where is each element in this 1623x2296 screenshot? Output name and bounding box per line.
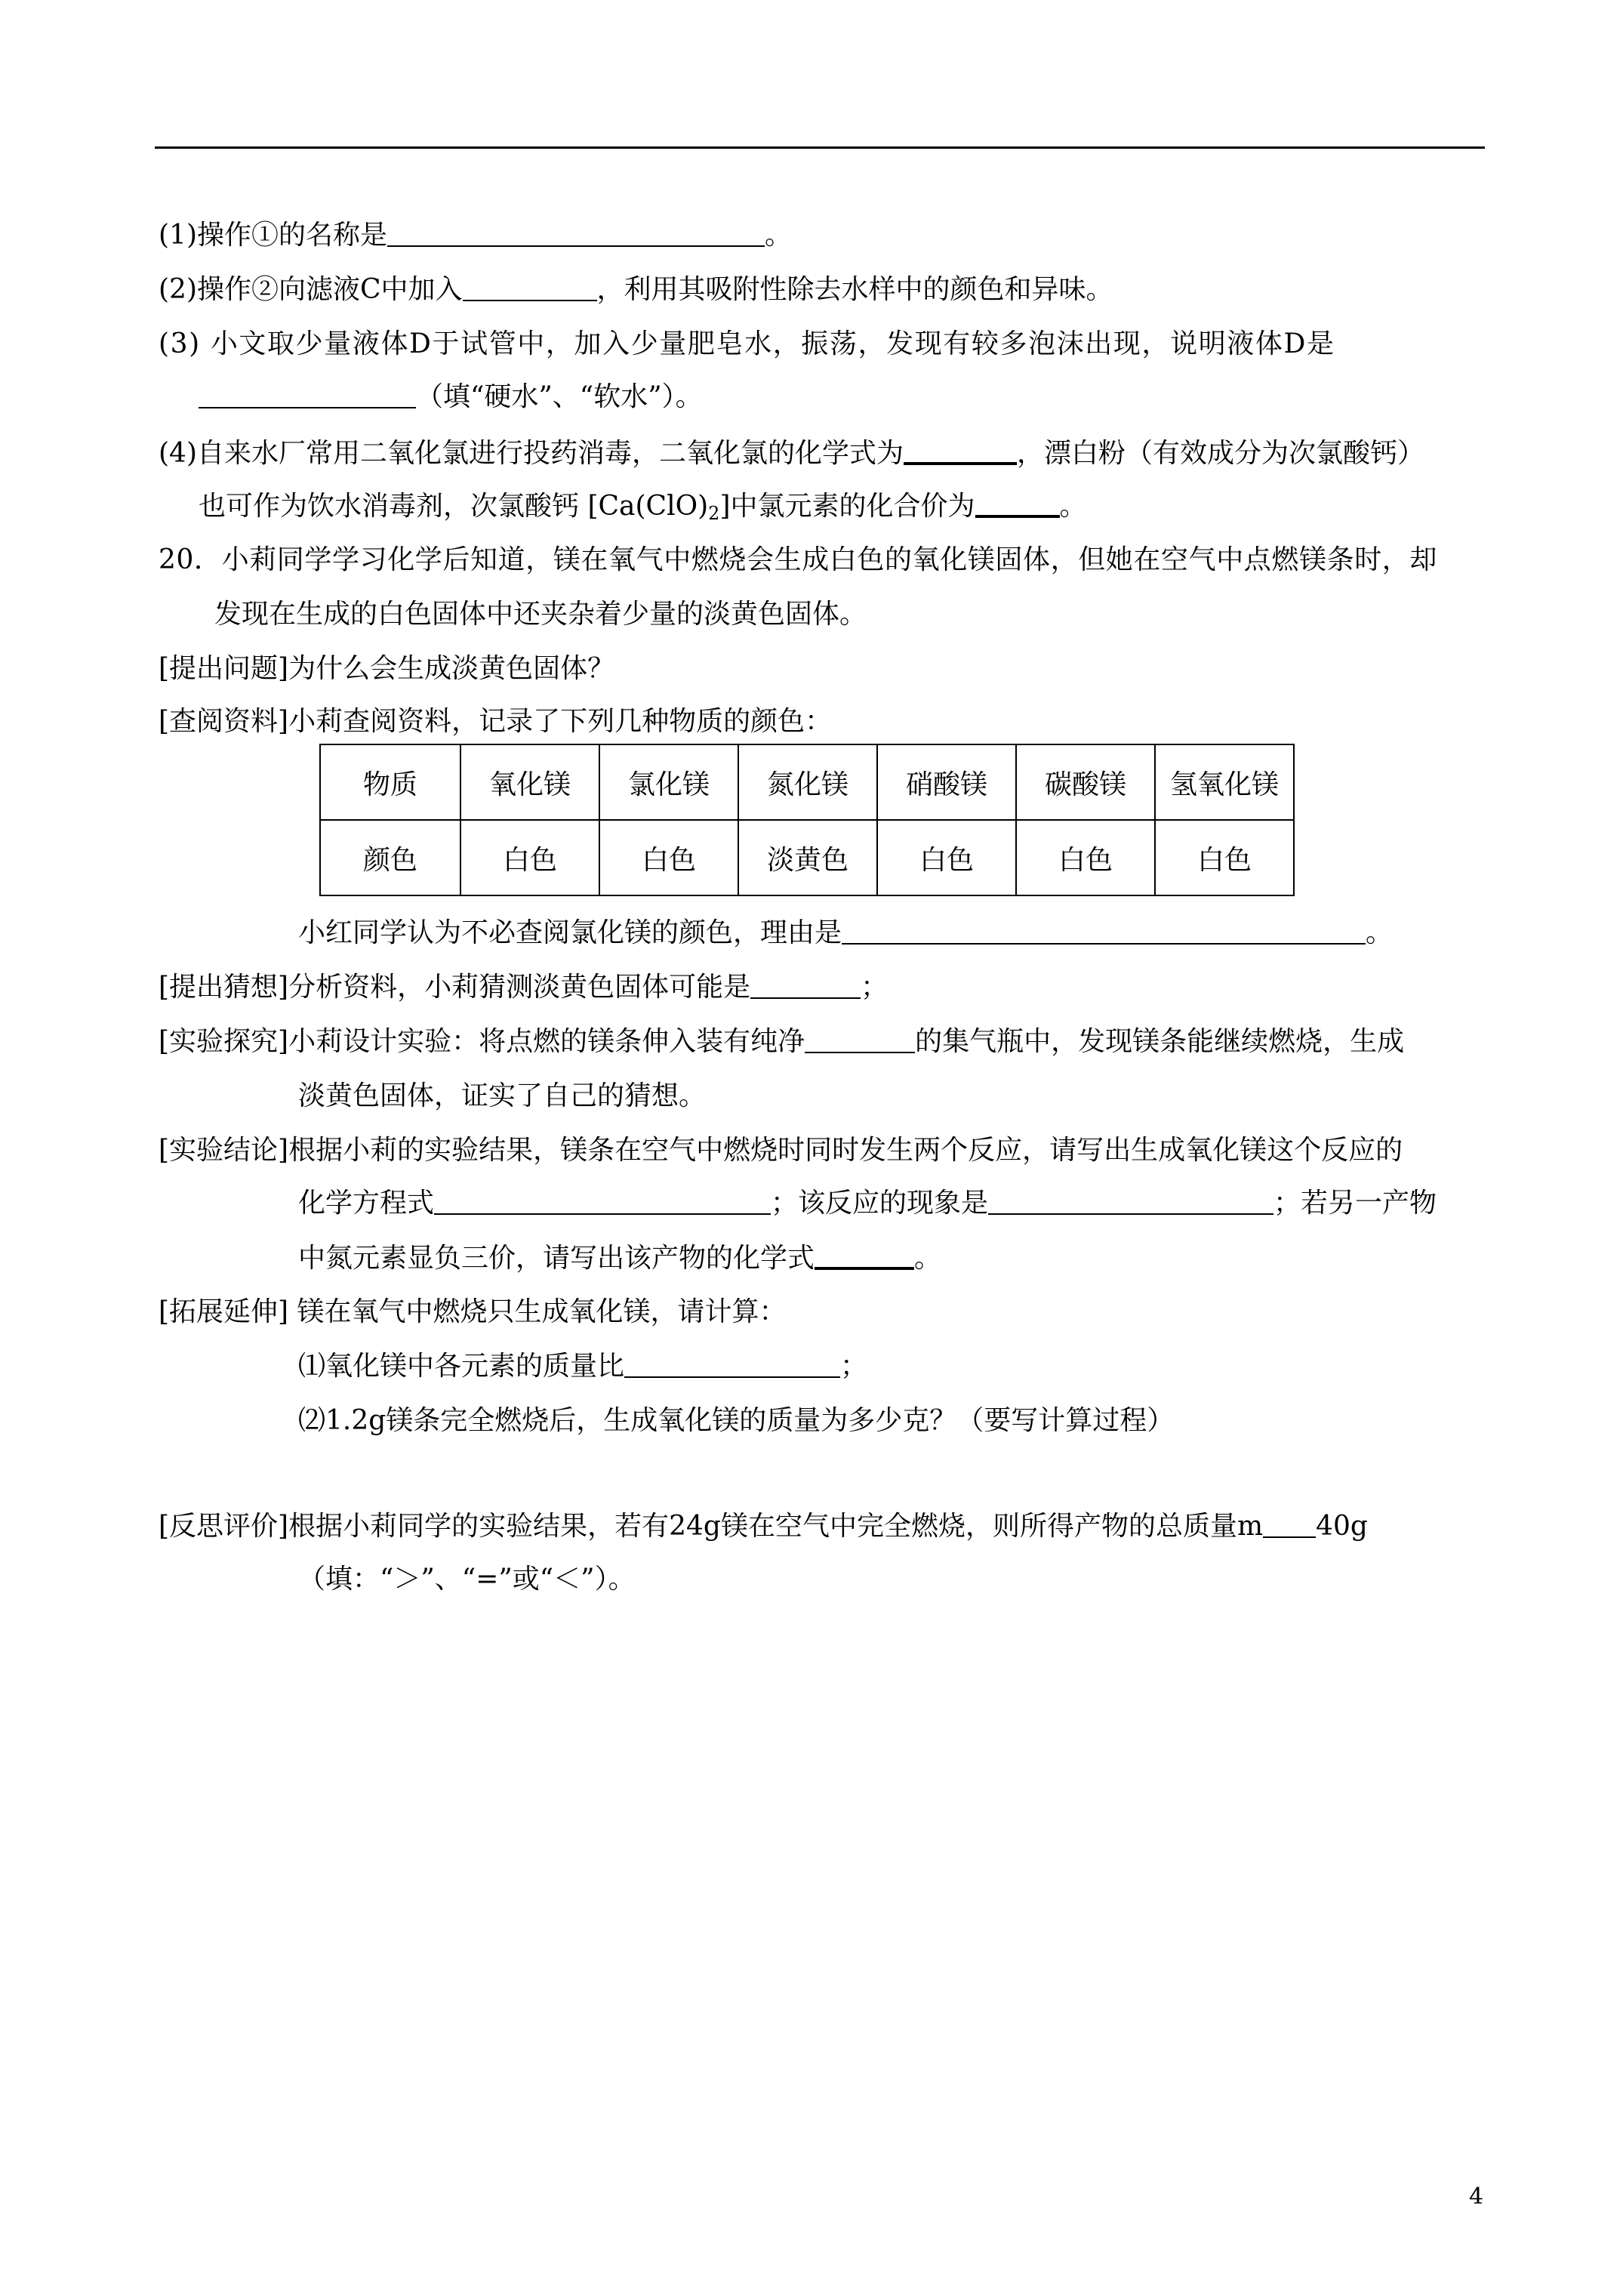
guess-end: ； bbox=[861, 972, 888, 1003]
q20-experiment-line1 bbox=[159, 1024, 1404, 1060]
q20-intro-text1: 20．小莉同学学习化学后知道，镁在氧气中燃烧会生成白色的氧化镁固体，但她在空气中点燃镁条时，却 bbox=[159, 544, 1438, 575]
table-cell: 氯化镁 bbox=[599, 744, 738, 820]
q20-conclusion-line3 bbox=[298, 1240, 941, 1277]
extension-tag: [拓展延伸] bbox=[159, 1296, 289, 1327]
table-cell: 白色 bbox=[460, 820, 599, 895]
page-number: 4 bbox=[1469, 2184, 1484, 2210]
guess-text: 分析资料，小莉猜测淡黄色固体可能是 bbox=[288, 972, 751, 1003]
q19-part4-line1 bbox=[159, 435, 1424, 472]
q20-research bbox=[159, 704, 832, 740]
conclusion-tag: [实验结论] bbox=[159, 1135, 289, 1166]
conclusion-text2: 化学方程式 bbox=[298, 1188, 435, 1219]
reason-text: 小红同学认为不必查阅氯化镁的颜色，理由是 bbox=[298, 917, 842, 948]
q19-part4-text: (4)自来水厂常用二氧化氯进行投药消毒，二氧化氯的化学式为 bbox=[159, 438, 904, 469]
table-cell: 白色 bbox=[1016, 820, 1155, 895]
mass-ratio-blank[interactable] bbox=[624, 1349, 840, 1378]
q19-part4-text3: 也可作为饮水消毒剂，次氯酸钙 [Ca(ClO) bbox=[199, 491, 709, 522]
question-tag: [提出问题] bbox=[159, 653, 289, 684]
q20-conclusion-line1 bbox=[159, 1133, 1403, 1169]
q19-part3-blank[interactable] bbox=[199, 380, 416, 408]
q19-part1-end: 。 bbox=[765, 220, 793, 251]
conclusion-text5: 中氮元素显负三价，请写出该产物的化学式 bbox=[298, 1243, 815, 1274]
q19-part3-end: （填“硬水”、“软水”）。 bbox=[416, 381, 703, 412]
table-cell: 氧化镁 bbox=[460, 744, 599, 820]
q19-part4-text2: ，漂白粉（有效成分为次氯酸钙） bbox=[1017, 438, 1425, 469]
conclusion-text: 根据小莉的实验结果，镁条在空气中燃烧时同时发生两个反应，请写出生成氧化镁这个反应的 bbox=[288, 1135, 1403, 1166]
research-text: 小莉查阅资料，记录了下列几种物质的颜色： bbox=[288, 706, 833, 737]
extension-2-text: ⑵1.2g镁条完全燃烧后，生成氧化镁的质量为多少克？（要写计算过程） bbox=[298, 1405, 1175, 1436]
table-cell: 氮化镁 bbox=[738, 744, 877, 820]
q19-part2-end: ，利用其吸附性除去水样中的颜色和异味。 bbox=[596, 274, 1113, 305]
q20-reflection-line1 bbox=[159, 1509, 1368, 1545]
q20-extension-1 bbox=[298, 1348, 867, 1385]
question-text: 为什么会生成淡黄色固体？ bbox=[288, 653, 615, 684]
q20-question bbox=[159, 651, 614, 687]
table-cell: 碳酸镁 bbox=[1016, 744, 1155, 820]
q19-part2-blank[interactable] bbox=[463, 273, 597, 301]
table-cell: 白色 bbox=[877, 820, 1016, 895]
q20-reflection-line2 bbox=[298, 1561, 636, 1598]
q19-part4-blank-valence[interactable] bbox=[975, 488, 1060, 518]
extension-1-end: ； bbox=[840, 1351, 868, 1382]
experiment-blank[interactable] bbox=[805, 1025, 915, 1053]
reflection-tag: [反思评价] bbox=[159, 1511, 289, 1542]
conclusion-text3: ；该反应的现象是 bbox=[771, 1188, 989, 1219]
guess-tag: [提出猜想] bbox=[159, 972, 289, 1003]
q20-guess bbox=[159, 969, 888, 1006]
q20-intro-line2 bbox=[214, 596, 867, 633]
q19-part1 bbox=[159, 217, 792, 254]
guess-blank[interactable] bbox=[750, 970, 861, 999]
q19-part4-line2 bbox=[199, 488, 1087, 532]
q20-conclusion-line2 bbox=[298, 1185, 1437, 1222]
table-cell: 颜色 bbox=[320, 820, 460, 895]
substance-color-table bbox=[319, 744, 1295, 896]
table-cell: 白色 bbox=[599, 820, 738, 895]
table-cell: 物质 bbox=[320, 744, 460, 820]
q19-part2 bbox=[159, 272, 1113, 308]
q19-part4-text4: ]中氯元素的化合价为 bbox=[719, 491, 975, 522]
experiment-text3: 淡黄色固体，证实了自己的猜想。 bbox=[298, 1080, 707, 1111]
q20-intro-text2: 发现在生成的白色固体中还夹杂着少量的淡黄色固体。 bbox=[214, 599, 867, 630]
q19-part3-line2 bbox=[199, 379, 703, 415]
q19-part1-text: (1)操作①的名称是 bbox=[159, 220, 387, 251]
q20-extension-2 bbox=[298, 1403, 1174, 1439]
table-row bbox=[320, 820, 1294, 895]
experiment-tag: [实验探究] bbox=[159, 1026, 289, 1057]
reason-blank[interactable] bbox=[842, 916, 1366, 945]
table-cell: 氢氧化镁 bbox=[1155, 744, 1294, 820]
extension-1-text: ⑴氧化镁中各元素的质量比 bbox=[298, 1351, 625, 1382]
experiment-text: 小莉设计实验：将点燃的镁条伸入装有纯净 bbox=[288, 1026, 805, 1057]
reflection-text2: 40g bbox=[1316, 1511, 1368, 1542]
formula-blank[interactable] bbox=[815, 1240, 914, 1270]
q19-part2-text: (2)操作②向滤液C中加入 bbox=[159, 274, 463, 305]
q19-part4-blank-formula[interactable] bbox=[904, 435, 1017, 465]
table-header-row bbox=[320, 744, 1294, 820]
comparison-blank[interactable] bbox=[1263, 1509, 1316, 1538]
conclusion-text4: ；若另一产物 bbox=[1273, 1188, 1437, 1219]
table-cell: 硝酸镁 bbox=[877, 744, 1016, 820]
header-rule bbox=[155, 146, 1485, 149]
q19-part3-line1 bbox=[159, 326, 1335, 362]
q19-part4-end: 。 bbox=[1059, 491, 1087, 522]
q20-experiment-line2 bbox=[298, 1078, 706, 1114]
table-cell: 白色 bbox=[1155, 820, 1294, 895]
q19-part1-blank[interactable] bbox=[387, 218, 765, 247]
table-cell: 淡黄色 bbox=[738, 820, 877, 895]
q19-part3-text: (3) 小文取少量液体D于试管中，加入少量肥皂水，振荡，发现有较多泡沫出现，说明液体D是 bbox=[159, 328, 1335, 359]
reflection-text: 根据小莉同学的实验结果，若有24g镁在空气中完全燃烧，则所得产物的总质量m bbox=[288, 1511, 1264, 1542]
reason-end: 。 bbox=[1366, 917, 1394, 948]
q20-intro-line1 bbox=[159, 542, 1437, 578]
experiment-text2: 的集气瓶中，发现镁条能继续燃烧，生成 bbox=[915, 1026, 1405, 1057]
q20-extension bbox=[159, 1294, 787, 1330]
reflection-text3: （填：“＞”、“=”或“＜”）。 bbox=[298, 1564, 636, 1595]
phenomenon-blank[interactable] bbox=[988, 1186, 1273, 1215]
equation-blank[interactable] bbox=[434, 1186, 771, 1215]
conclusion-end: 。 bbox=[914, 1243, 942, 1274]
q19-part4-subscript: 2 bbox=[708, 503, 720, 524]
q20-reason bbox=[298, 915, 1393, 951]
research-tag: [查阅资料] bbox=[159, 706, 289, 737]
extension-text: 镁在氧气中燃烧只生成氧化镁，请计算： bbox=[288, 1296, 787, 1327]
